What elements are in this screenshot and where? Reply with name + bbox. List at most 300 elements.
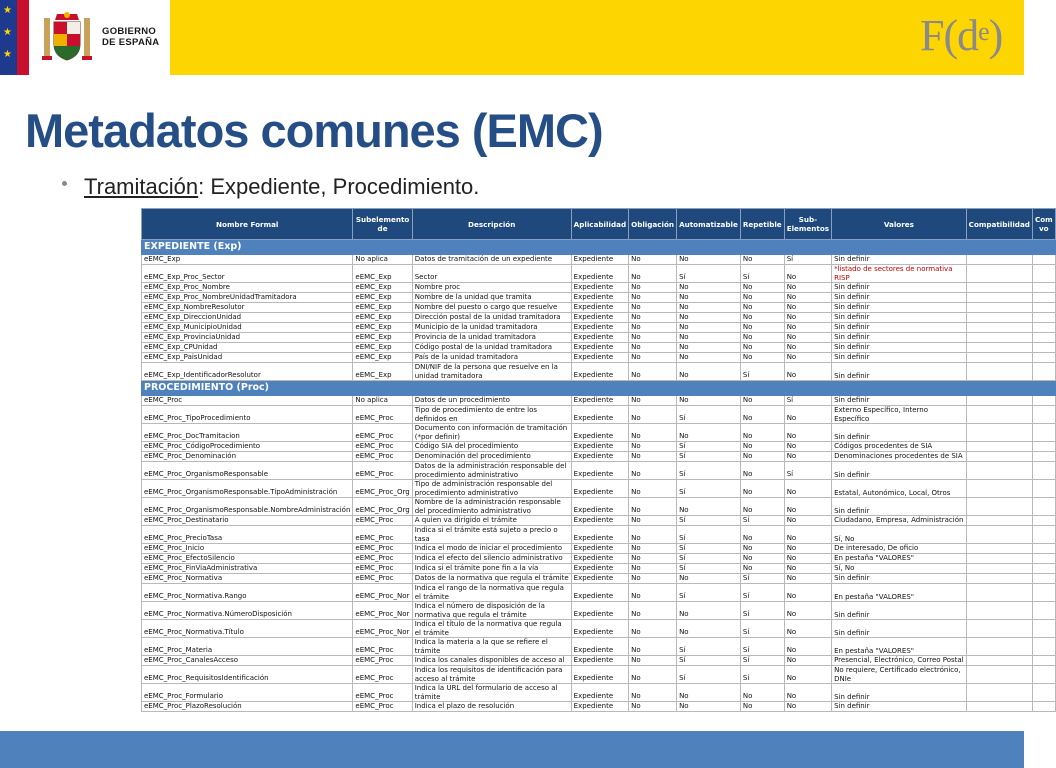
- table-cell: No: [677, 333, 741, 343]
- column-header: Compatibilidad: [966, 209, 1032, 240]
- table-cell: No: [740, 702, 784, 712]
- empty-cell: [966, 303, 1032, 313]
- table-cell: eEMC_Proc: [353, 702, 412, 712]
- table-cell: No: [677, 574, 741, 584]
- table-cell: eEMC_Proc: [353, 406, 412, 424]
- empty-cell: [966, 656, 1032, 666]
- table-cell: No: [740, 526, 784, 544]
- table-cell: No: [784, 442, 831, 452]
- empty-cell: [966, 498, 1032, 516]
- empty-cell: [1032, 702, 1055, 712]
- table-cell: No: [629, 462, 677, 480]
- table-cell: eEMC_Proc_Normativa.Rango: [142, 584, 353, 602]
- table-cell: Sí: [677, 666, 741, 684]
- table-cell: Indica el título de la normativa que regula el trámite: [412, 620, 571, 638]
- table-cell: eEMC_Proc_Nor: [353, 620, 412, 638]
- table-cell: De interesado, De oficio: [832, 544, 967, 554]
- table-cell: eEMC_Exp: [353, 265, 412, 283]
- table-cell: eEMC_Proc_OrganismoResponsable.NombreAdministración: [142, 498, 353, 516]
- table-cell: Expediente: [571, 480, 628, 498]
- table-cell: Indica si el trámite está sujeto a precio o tasa: [412, 526, 571, 544]
- table-cell: No: [740, 303, 784, 313]
- table-cell: Expediente: [571, 406, 628, 424]
- table-cell: Sí: [677, 265, 741, 283]
- table-cell: Sí: [740, 265, 784, 283]
- table-cell: Sí: [677, 564, 741, 574]
- table-cell: Expediente: [571, 656, 628, 666]
- table-row: [142, 564, 1056, 574]
- table-cell: No: [784, 293, 831, 303]
- table-cell: eEMC_Exp: [353, 283, 412, 293]
- table-cell: Código SIA del procedimiento: [412, 442, 571, 452]
- empty-cell: [1032, 452, 1055, 462]
- empty-cell: [966, 480, 1032, 498]
- fde-logo: $F(d^e)$: [920, 11, 1003, 60]
- table-cell: Expediente: [571, 564, 628, 574]
- empty-cell: [966, 638, 1032, 656]
- table-cell: eEMC_Proc: [353, 526, 412, 544]
- slide-title: Metadatos comunes (EMC): [25, 104, 603, 157]
- table-row: [142, 554, 1056, 564]
- empty-cell: [1032, 526, 1055, 544]
- table-cell: No: [677, 313, 741, 323]
- table-cell: Sin definir: [832, 313, 967, 323]
- empty-cell: [1032, 666, 1055, 684]
- table-cell: No: [740, 293, 784, 303]
- table-cell: Expediente: [571, 554, 628, 564]
- table-cell: Expediente: [571, 442, 628, 452]
- empty-cell: [1032, 323, 1055, 333]
- empty-cell: [966, 462, 1032, 480]
- table-cell: eEMC_Proc: [353, 462, 412, 480]
- empty-cell: [966, 333, 1032, 343]
- column-header: Valores: [832, 209, 967, 240]
- table-cell: eEMC_Exp: [353, 333, 412, 343]
- empty-cell: [966, 554, 1032, 564]
- table-cell: No: [784, 620, 831, 638]
- table-cell: Sí: [677, 462, 741, 480]
- table-row: [142, 333, 1056, 343]
- table-row: [142, 343, 1056, 353]
- table-row: [142, 293, 1056, 303]
- table-cell: No: [784, 343, 831, 353]
- table-cell: Sin definir: [832, 283, 967, 293]
- table-row: [142, 602, 1056, 620]
- table-cell: Sí: [740, 574, 784, 584]
- empty-cell: [966, 620, 1032, 638]
- table-cell: No: [784, 480, 831, 498]
- table-cell: Sin definir: [832, 424, 967, 442]
- table-cell: Municipio de la unidad tramitadora: [412, 323, 571, 333]
- empty-cell: [1032, 584, 1055, 602]
- table-cell: eEMC_Proc_Normativa.Título: [142, 620, 353, 638]
- table-cell: Indica el plazo de resolución: [412, 702, 571, 712]
- table-cell: Expediente: [571, 363, 628, 381]
- table-cell: eEMC_Proc: [142, 396, 353, 406]
- table-cell: No: [629, 406, 677, 424]
- table-cell: No: [740, 554, 784, 564]
- table-cell: No: [677, 684, 741, 702]
- table-cell: eEMC_Exp_Proc_Nombre: [142, 283, 353, 293]
- table-cell: No: [784, 574, 831, 584]
- table-cell: Expediente: [571, 396, 628, 406]
- column-header: Obligación: [629, 209, 677, 240]
- table-cell: Expediente: [571, 462, 628, 480]
- table-cell: Indica los requisitos de identificación para acceso al trámite: [412, 666, 571, 684]
- table-cell: No: [629, 323, 677, 333]
- table-cell: En pestaña "VALORES": [832, 554, 967, 564]
- table-cell: Expediente: [571, 452, 628, 462]
- table-cell: No: [629, 424, 677, 442]
- table-row: [142, 574, 1056, 584]
- table-cell: No: [740, 424, 784, 442]
- column-header: Com vo: [1032, 209, 1055, 240]
- table-cell: eEMC_Proc_DocTramitacion: [142, 424, 353, 442]
- table-cell: eEMC_Exp: [353, 303, 412, 313]
- table-cell: eEMC_Proc_RequisitosIdentificación: [142, 666, 353, 684]
- table-cell: Indica si el trámite pone fin a la vía: [412, 564, 571, 574]
- table-cell: eEMC_Proc_CódigoProcedimiento: [142, 442, 353, 452]
- table-cell: Datos de un procedimiento: [412, 396, 571, 406]
- table-cell: Indica el modo de iniciar el procedimiento: [412, 544, 571, 554]
- table-cell: No: [629, 564, 677, 574]
- table-cell: No: [629, 544, 677, 554]
- table-cell: Sin definir: [832, 498, 967, 516]
- spreadsheet-image: [141, 208, 1053, 731]
- empty-cell: [966, 323, 1032, 333]
- table-cell: eEMC_Exp: [353, 363, 412, 381]
- table-cell: eEMC_Exp_DireccionUnidad: [142, 313, 353, 323]
- empty-cell: [966, 406, 1032, 424]
- empty-cell: [1032, 265, 1055, 283]
- table-cell: Sin definir: [832, 574, 967, 584]
- table-cell: No: [677, 363, 741, 381]
- table-cell: Sí: [677, 638, 741, 656]
- table-cell: Sí: [677, 480, 741, 498]
- table-cell: No: [784, 363, 831, 381]
- table-cell: No: [629, 602, 677, 620]
- table-cell: Sí: [740, 666, 784, 684]
- table-cell: Sí, No: [832, 564, 967, 574]
- table-cell: Sí: [784, 396, 831, 406]
- table-cell: No: [784, 666, 831, 684]
- table-cell: A quien va dirigido el trámite: [412, 516, 571, 526]
- empty-cell: [1032, 424, 1055, 442]
- table-cell: Sí: [677, 442, 741, 452]
- table-cell: No: [629, 293, 677, 303]
- bullet-underlined-text: Tramitación: [84, 174, 199, 199]
- table-cell: No: [740, 313, 784, 323]
- table-cell: eEMC_Exp: [353, 313, 412, 323]
- table-cell: eEMC_Exp_PaisUnidad: [142, 353, 353, 363]
- table-cell: eEMC_Proc_CanalesAcceso: [142, 656, 353, 666]
- table-cell: Datos de la administración responsable del procedimiento administrativo: [412, 462, 571, 480]
- table-cell: eEMC_Proc_PrecioTasa: [142, 526, 353, 544]
- table-cell: No: [677, 396, 741, 406]
- table-cell: eEMC_Proc_Nor: [353, 584, 412, 602]
- table-cell: En pestaña "VALORES": [832, 584, 967, 602]
- table-cell: Sí: [784, 462, 831, 480]
- table-cell: Sin definir: [832, 602, 967, 620]
- table-cell: eEMC_Exp: [353, 323, 412, 333]
- table-cell: Expediente: [571, 265, 628, 283]
- table-row: [142, 313, 1056, 323]
- table-cell: Sin definir: [832, 255, 967, 265]
- table-cell: Datos de tramitación de un expediente: [412, 255, 571, 265]
- table-cell: Indica los canales disponibles de acceso al: [412, 656, 571, 666]
- empty-cell: [1032, 656, 1055, 666]
- table-cell: Estatal, Autonómico, Local, Otros: [832, 480, 967, 498]
- empty-cell: [966, 313, 1032, 323]
- table-cell: Sí: [677, 584, 741, 602]
- table-cell: Expediente: [571, 283, 628, 293]
- table-cell: No: [784, 406, 831, 424]
- table-cell: eEMC_Proc: [353, 424, 412, 442]
- table-cell: Expediente: [571, 255, 628, 265]
- table-cell: No: [629, 363, 677, 381]
- table-cell: Tipo de procedimiento de entre los definidos en: [412, 406, 571, 424]
- table-cell: No: [629, 666, 677, 684]
- table-cell: eEMC_Exp: [142, 255, 353, 265]
- table-cell: No: [629, 303, 677, 313]
- table-cell: Sí: [677, 516, 741, 526]
- table-cell: No: [629, 638, 677, 656]
- table-cell: eEMC_Exp_CPUnidad: [142, 343, 353, 353]
- table-cell: No: [740, 323, 784, 333]
- table-cell: No: [629, 353, 677, 363]
- table-cell: Sin definir: [832, 333, 967, 343]
- empty-cell: [1032, 602, 1055, 620]
- table-cell: DNI/NIF de la persona que resuelve en la unidad tramitadora: [412, 363, 571, 381]
- table-cell: eEMC_Exp: [353, 353, 412, 363]
- table-cell: Documento con información de tramitación (*por definir): [412, 424, 571, 442]
- empty-cell: [966, 442, 1032, 452]
- table-cell: No: [784, 498, 831, 516]
- table-cell: Sí: [740, 602, 784, 620]
- table-row: [142, 638, 1056, 656]
- table-cell: Sí: [677, 526, 741, 544]
- table-cell: eEMC_Proc_Materia: [142, 638, 353, 656]
- table-cell: eEMC_Exp_MunicipioUnidad: [142, 323, 353, 333]
- table-cell: eEMC_Proc: [353, 656, 412, 666]
- table-cell: No: [629, 584, 677, 602]
- table-cell: eEMC_Proc_Org: [353, 480, 412, 498]
- table-cell: No: [784, 303, 831, 313]
- table-cell: No: [677, 424, 741, 442]
- table-cell: No: [629, 702, 677, 712]
- table-cell: eEMC_Proc_Normativa.NúmeroDisposición: [142, 602, 353, 620]
- table-cell: eEMC_Proc_Org: [353, 498, 412, 516]
- table-cell: No: [740, 353, 784, 363]
- eu-flag-icon: ★ ★ ★: [0, 0, 17, 75]
- table-cell: No: [629, 313, 677, 323]
- table-cell: No: [629, 283, 677, 293]
- table-row: [142, 323, 1056, 333]
- table-cell: Nombre de la unidad que tramita: [412, 293, 571, 303]
- table-cell: eEMC_Proc: [353, 452, 412, 462]
- table-cell: No: [740, 564, 784, 574]
- table-cell: No: [740, 544, 784, 554]
- table-cell: Expediente: [571, 666, 628, 684]
- table-cell: No: [677, 255, 741, 265]
- empty-cell: [966, 584, 1032, 602]
- table-cell: Sin definir: [832, 620, 967, 638]
- table-cell: No: [629, 333, 677, 343]
- table-cell: Denominaciones procedentes de SIA: [832, 452, 967, 462]
- table-row: [142, 265, 1056, 283]
- table-cell: Indica el rango de la normativa que regula el trámite: [412, 584, 571, 602]
- table-cell: No: [784, 333, 831, 343]
- table-row: [142, 584, 1056, 602]
- column-header: Nombre Formal: [142, 209, 353, 240]
- table-row: [142, 516, 1056, 526]
- table-cell: No: [784, 554, 831, 564]
- table-row: [142, 666, 1056, 684]
- table-cell: eEMC_Proc_EfectoSilencio: [142, 554, 353, 564]
- table-cell: Expediente: [571, 620, 628, 638]
- section-label: PROCEDIMIENTO (Proc): [142, 381, 1056, 396]
- table-cell: eEMC_Proc_Destinatario: [142, 516, 353, 526]
- table-cell: No: [629, 554, 677, 564]
- table-cell: eEMC_Proc_TipoProcedimiento: [142, 406, 353, 424]
- table-cell: Expediente: [571, 424, 628, 442]
- table-cell: No: [629, 396, 677, 406]
- table-cell: eEMC_Proc: [353, 544, 412, 554]
- table-row: [142, 452, 1056, 462]
- table-cell: eEMC_Exp_Proc_Sector: [142, 265, 353, 283]
- table-cell: No: [784, 452, 831, 462]
- empty-cell: [966, 452, 1032, 462]
- table-cell: eEMC_Proc_FinViaAdministrativa: [142, 564, 353, 574]
- table-cell: Expediente: [571, 333, 628, 343]
- empty-cell: [1032, 343, 1055, 353]
- table-row: [142, 702, 1056, 712]
- table-cell: No: [629, 442, 677, 452]
- empty-cell: [966, 353, 1032, 363]
- table-cell: No: [740, 498, 784, 516]
- table-cell: Nombre de la administración responsable del procedimiento administrativo: [412, 498, 571, 516]
- table-cell: Expediente: [571, 574, 628, 584]
- empty-cell: [1032, 396, 1055, 406]
- table-cell: eEMC_Exp_IdentificadorResolutor: [142, 363, 353, 381]
- table-cell: eEMC_Exp_ProvinciaUnidad: [142, 333, 353, 343]
- table-row: [142, 526, 1056, 544]
- table-cell: No: [677, 498, 741, 516]
- table-cell: No: [784, 265, 831, 283]
- table-cell: No: [740, 462, 784, 480]
- table-row: [142, 656, 1056, 666]
- table-row: [142, 255, 1056, 265]
- table-row: [142, 620, 1056, 638]
- table-cell: Sí: [677, 452, 741, 462]
- table-row: [142, 353, 1056, 363]
- table-cell: eEMC_Exp_Proc_NombreUnidadTramitadora: [142, 293, 353, 303]
- table-cell: eEMC_Exp: [353, 293, 412, 303]
- empty-cell: [966, 396, 1032, 406]
- table-cell: Expediente: [571, 638, 628, 656]
- table-cell: No: [629, 574, 677, 584]
- section-row: [142, 240, 1056, 255]
- table-cell: No aplica: [353, 396, 412, 406]
- table-row: [142, 462, 1056, 480]
- empty-cell: [1032, 564, 1055, 574]
- empty-cell: [966, 702, 1032, 712]
- table-cell: Expediente: [571, 293, 628, 303]
- table-cell: Código postal de la unidad tramitadora: [412, 343, 571, 353]
- table-cell: No: [677, 303, 741, 313]
- table-row: [142, 396, 1056, 406]
- table-cell: Sin definir: [832, 684, 967, 702]
- empty-cell: [1032, 303, 1055, 313]
- table-cell: eEMC_Proc_PlazoResolución: [142, 702, 353, 712]
- empty-cell: [1032, 480, 1055, 498]
- table-cell: Sí: [740, 638, 784, 656]
- empty-cell: [966, 526, 1032, 544]
- table-cell: eEMC_Proc_OrganismoResponsable: [142, 462, 353, 480]
- table-cell: No: [677, 283, 741, 293]
- table-cell: No: [784, 564, 831, 574]
- table-cell: No: [629, 526, 677, 544]
- table-cell: No: [784, 684, 831, 702]
- table-row: [142, 442, 1056, 452]
- table-cell: No: [740, 406, 784, 424]
- bottom-band: [0, 731, 1024, 768]
- table-cell: No: [629, 480, 677, 498]
- table-cell: Expediente: [571, 702, 628, 712]
- table-cell: No: [740, 480, 784, 498]
- table-cell: No: [677, 293, 741, 303]
- table-cell: No: [740, 333, 784, 343]
- table-cell: eEMC_Proc: [353, 574, 412, 584]
- table-cell: No: [677, 353, 741, 363]
- table-cell: Expediente: [571, 343, 628, 353]
- table-cell: No: [629, 620, 677, 638]
- table-cell: Expediente: [571, 516, 628, 526]
- table-cell: Provincia de la unidad tramitadora: [412, 333, 571, 343]
- table-cell: Sí: [677, 656, 741, 666]
- table-cell: No: [677, 323, 741, 333]
- table-cell: Ciudadano, Empresa, Administración: [832, 516, 967, 526]
- table-cell: No: [784, 544, 831, 554]
- table-cell: No: [629, 498, 677, 516]
- empty-cell: [1032, 574, 1055, 584]
- table-cell: Sí: [740, 584, 784, 602]
- empty-cell: [966, 564, 1032, 574]
- empty-cell: [1032, 313, 1055, 323]
- table-cell: Sin definir: [832, 396, 967, 406]
- table-cell: No: [677, 343, 741, 353]
- table-cell: No: [677, 602, 741, 620]
- table-cell: *listado de sectores de normativa RISP: [832, 265, 967, 283]
- table-cell: eEMC_Proc_Formulario: [142, 684, 353, 702]
- table-cell: Presencial, Electrónico, Correo Postal: [832, 656, 967, 666]
- empty-cell: [966, 602, 1032, 620]
- table-cell: No requiere, Certificado electrónico, DNIe: [832, 666, 967, 684]
- table-cell: No: [784, 353, 831, 363]
- table-cell: Indica el número de disposición de la normativa que regula el trámite: [412, 602, 571, 620]
- table-cell: Sí: [677, 554, 741, 564]
- table-header-row: [142, 209, 1056, 240]
- table-cell: Indica la URL del formulario de acceso al trámite: [412, 684, 571, 702]
- table-cell: Datos de la normativa que regula el trámite: [412, 574, 571, 584]
- table-cell: eEMC_Proc: [353, 638, 412, 656]
- table-cell: Sin definir: [832, 353, 967, 363]
- table-cell: No: [740, 452, 784, 462]
- table-cell: Expediente: [571, 498, 628, 516]
- empty-cell: [966, 363, 1032, 381]
- table-cell: No: [740, 255, 784, 265]
- table-cell: Sí, No: [832, 526, 967, 544]
